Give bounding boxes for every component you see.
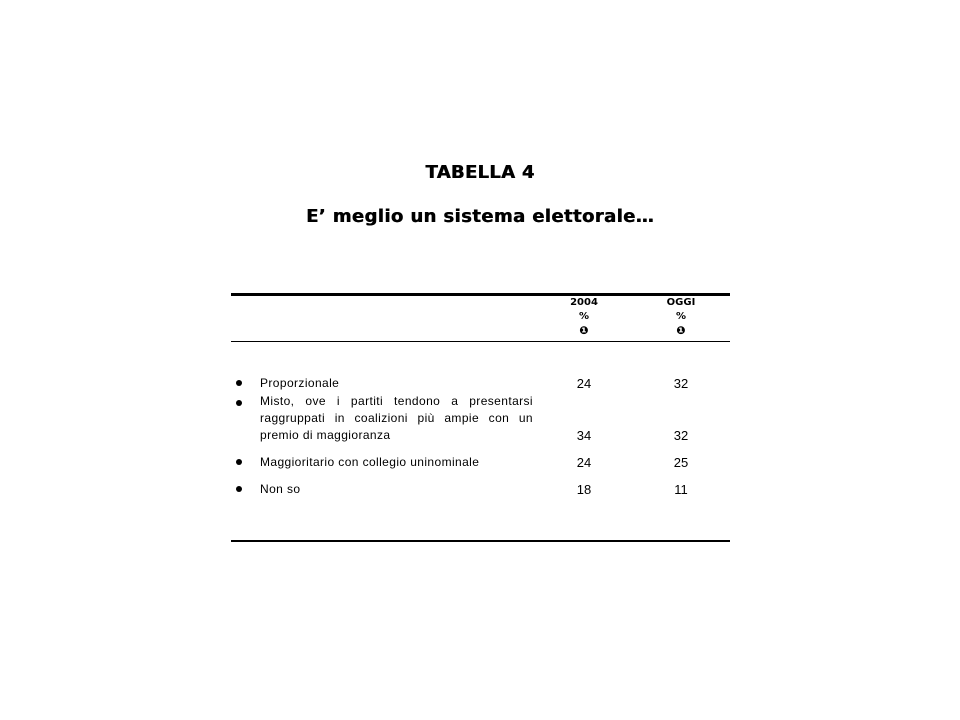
value-2004: 18 [576, 482, 592, 497]
value-2004: 24 [576, 455, 592, 470]
value-2004: 34 [576, 428, 592, 443]
value-oggi: 25 [673, 455, 689, 470]
header-divider-rule [231, 341, 730, 342]
value-oggi: 32 [673, 428, 689, 443]
row-label: Misto, ove i partiti tendono a presentarsi raggruppati in coalizioni più ampie con un premio di maggioranza [260, 394, 533, 442]
column-header-marker: ❶ [676, 324, 686, 337]
column-header-year: 2004 [570, 297, 598, 308]
value-oggi: 32 [673, 376, 689, 391]
column-header-oggi [651, 296, 711, 338]
value-2004: 24 [576, 376, 592, 391]
value-oggi: 11 [674, 482, 688, 497]
table-question: E’ meglio un sistema elettorale… [305, 206, 655, 227]
column-header-unit: % [578, 311, 590, 322]
column-header-2004 [554, 296, 614, 338]
row-label: Non so [260, 482, 301, 496]
row-label: Maggioritario con collegio uninominale [260, 455, 480, 469]
bullet-icon [236, 459, 242, 465]
bullet-icon [236, 380, 242, 386]
table-bottom-rule [231, 540, 730, 542]
bullet-icon [236, 486, 242, 492]
table-title: TABELLA 4 [425, 162, 535, 183]
row-label: Proporzionale [260, 376, 340, 390]
column-header-year: OGGI [666, 297, 696, 308]
column-header-unit: % [675, 311, 687, 322]
bullet-icon [236, 400, 242, 406]
column-header-marker: ❶ [579, 324, 589, 337]
